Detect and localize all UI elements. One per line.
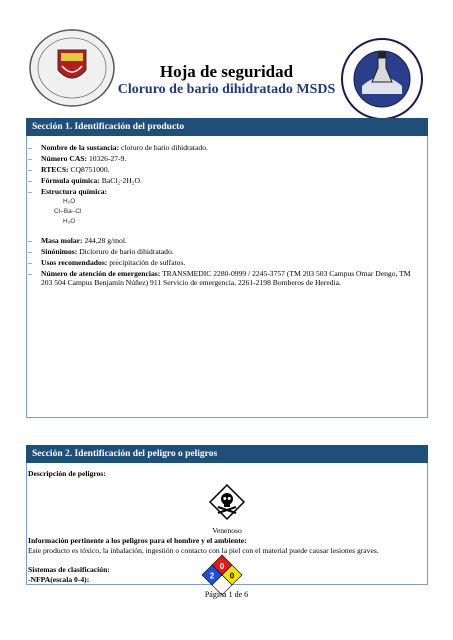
chemical-structure bbox=[54, 197, 114, 227]
structure-top: H₂O bbox=[63, 198, 76, 205]
structure-middle: Cl–Ba–Cl bbox=[54, 208, 82, 215]
section-2-heading: Sección 2. Identificación del peligro o peligros bbox=[26, 445, 428, 463]
list-item: – Usos recomendados: precipitación de sulfatos. bbox=[28, 258, 186, 267]
hazard-info-label: Información pertinente a los peligros para el hombre y el ambiente: bbox=[28, 536, 247, 545]
hazard-info-text: Este producto es tóxico, la inhalación, ingestión o contacto con la piel con el material puede causar lesiones graves. bbox=[28, 546, 379, 555]
section-1-box bbox=[26, 118, 428, 418]
list-item: – Fórmula química: BaCl₂·2H₂O. bbox=[28, 176, 142, 185]
pictogram-caption: Venenoso bbox=[212, 526, 242, 535]
nfpa-flammability: 0 bbox=[219, 562, 225, 571]
nfpa-health: 2 bbox=[209, 571, 215, 581]
nfpa-reactivity: 0 bbox=[229, 571, 235, 581]
page-subtitle: Cloruro de bario dihidratado MSDS bbox=[117, 82, 336, 97]
list-item: – Masa molar: 244,28 g/mol. bbox=[28, 236, 127, 245]
list-item: – RTECS: CQ8751000. bbox=[28, 165, 110, 174]
list-item: – Sinónimos: Dicloruro de bario dihidratado. bbox=[28, 247, 174, 256]
section-1-heading: Sección 1. Identificación del producto bbox=[26, 118, 428, 136]
hazard-description-label: Descripción de peligros: bbox=[28, 469, 106, 478]
list-item: – Número CAS: 10326-27-9. bbox=[28, 154, 127, 163]
list-item: – Número de atención de emergencias: TRANSMEDIC 2280-0999 / 2245-3757 (TM 203 503 Campus Omar Dengo, TM 203 504 Campus Benjamín Núñez) 911 Servicio de emergencia, 2261-2198 Bomberos de Heredia. bbox=[28, 269, 411, 287]
structure-bottom: H₂O bbox=[63, 218, 76, 225]
classification-systems-label: Sistemas de clasificación: bbox=[28, 565, 110, 574]
list-item: – Estructura química: bbox=[28, 187, 108, 196]
list-item: – Nombre de la sustancia: cloruro de bario dihidratado. bbox=[28, 143, 208, 152]
page-title: Hoja de seguridad bbox=[159, 62, 294, 81]
skull-crossbones-icon bbox=[207, 482, 247, 522]
nfpa-label: -NFPA(escala 0-4): bbox=[28, 575, 90, 584]
page-number: Página 1 de 6 bbox=[204, 590, 249, 599]
